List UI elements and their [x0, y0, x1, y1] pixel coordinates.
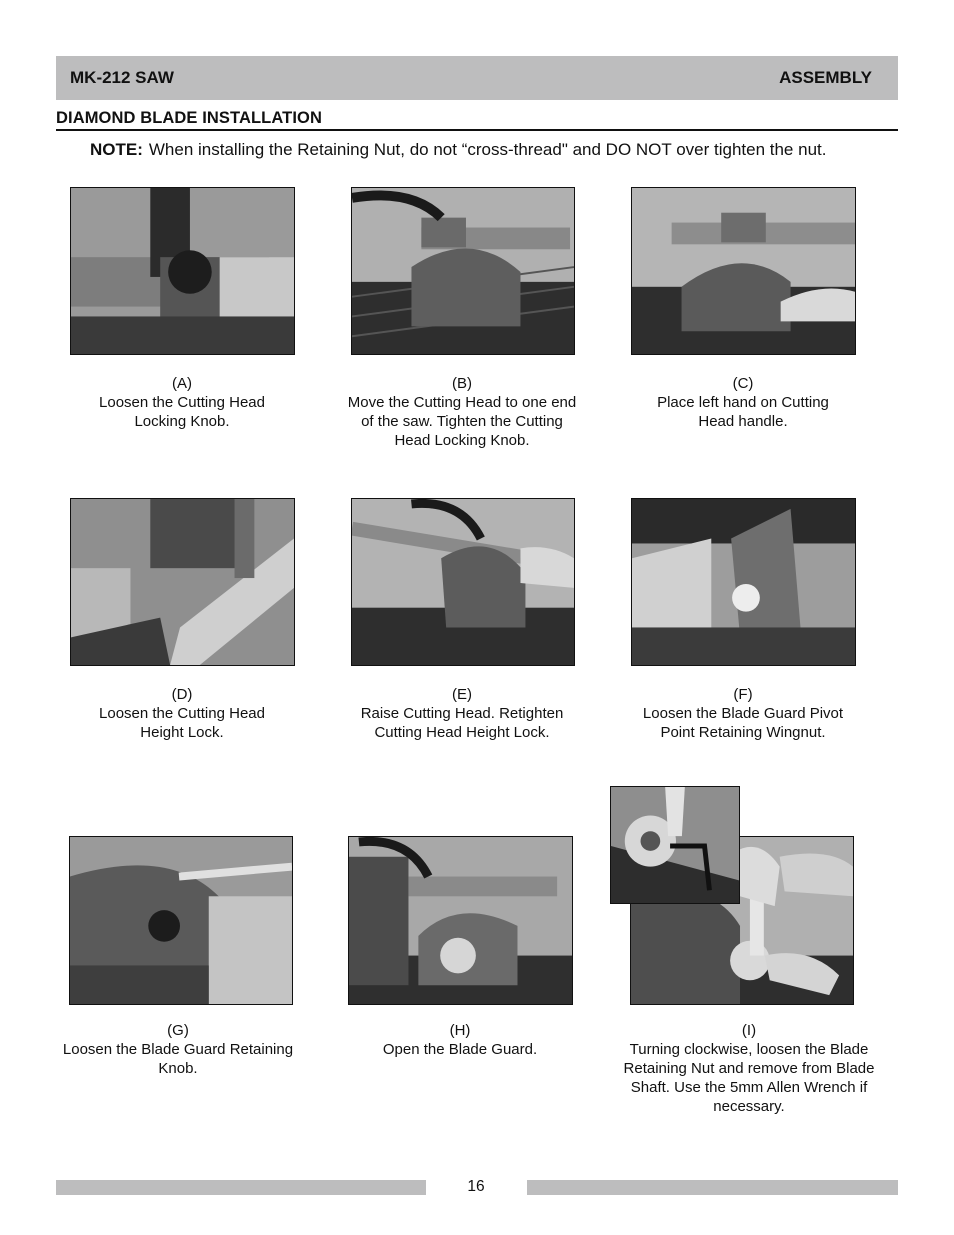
photo-c	[631, 187, 856, 355]
photo-h	[348, 836, 573, 1005]
photo-b	[351, 187, 575, 355]
caption-a: (A) Loosen the Cutting Head Locking Knob.	[99, 375, 265, 430]
note-text: When installing the Retaining Nut, do not “cross-thread" and DO NOT over tighten the nut.	[148, 140, 827, 159]
photo-d	[70, 498, 295, 666]
caption-h: (H) Open the Blade Guard.	[382, 1022, 538, 1058]
photo-a	[70, 187, 295, 355]
caption-g: (G) Loosen the Blade Guard Retaining Knob.	[62, 1022, 294, 1077]
caption-c: (C) Place left hand on Cutting Head handle.	[657, 375, 829, 430]
photo-f	[631, 498, 856, 666]
caption-d: (D) Loosen the Cutting Head Height Lock.	[99, 686, 265, 741]
note-label: NOTE:	[90, 140, 143, 159]
header-section: ASSEMBLY	[779, 68, 872, 87]
footer-bar-right	[527, 1180, 898, 1195]
photo-i-inset	[610, 786, 740, 904]
caption-i: (I) Turning clockwise, loosen the Blade Retaining Nut and remove from Blade Shaft. Use the 5mm Allen Wrench if necessary.	[623, 1022, 875, 1115]
photo-g	[69, 836, 293, 1005]
header-model: MK-212 SAW	[70, 68, 174, 87]
page-number: 16	[467, 1178, 485, 1195]
footer-bar-left	[56, 1180, 426, 1195]
caption-f: (F) Loosen the Blade Guard Pivot Point Retaining Wingnut.	[642, 686, 844, 741]
header-bar	[56, 56, 898, 100]
photo-e	[351, 498, 575, 666]
section-title: DIAMOND BLADE INSTALLATION	[56, 109, 898, 131]
caption-b: (B) Move the Cutting Head to one end of the saw. Tighten the Cutting Head Locking Knob.	[347, 375, 577, 449]
note	[90, 140, 826, 160]
caption-e: (E) Raise Cutting Head. Retighten Cutting Head Height Lock.	[360, 686, 564, 741]
